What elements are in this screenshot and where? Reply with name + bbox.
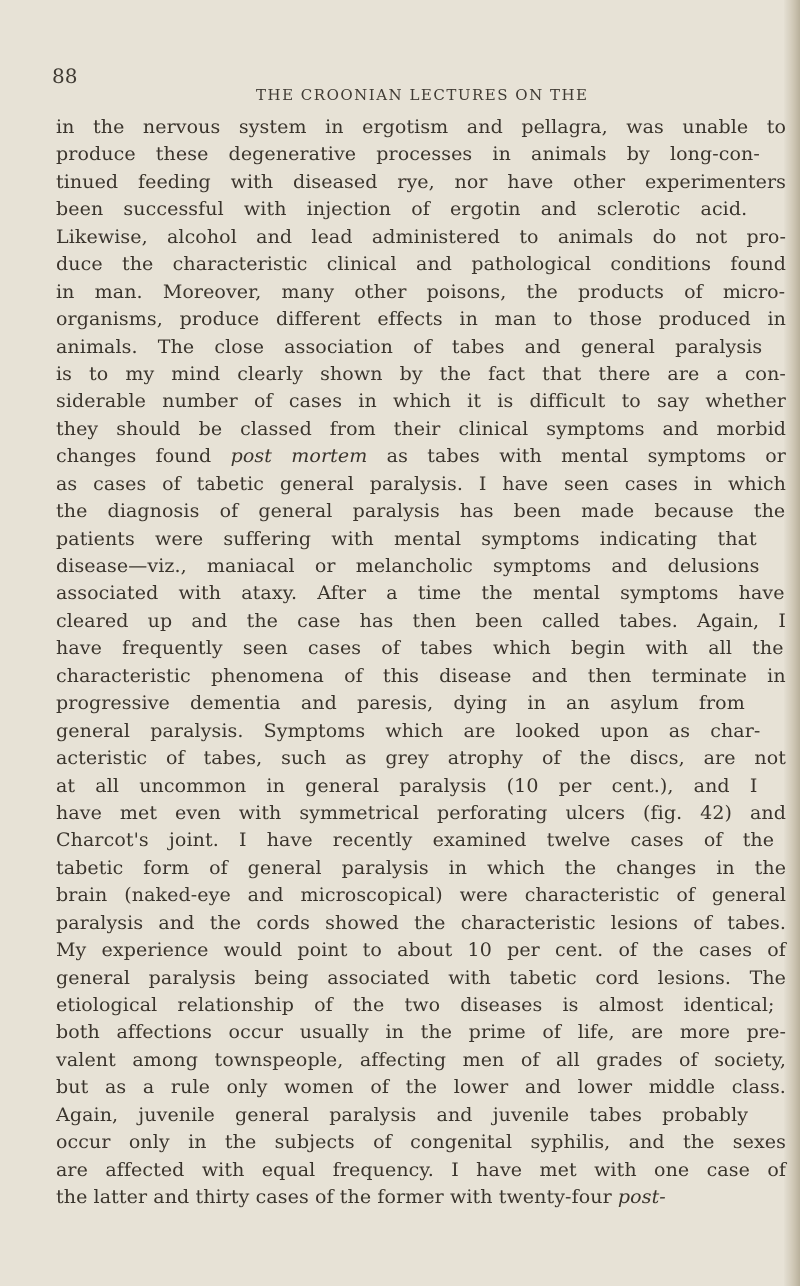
text-line: tinued feeding with diseased rye, nor have other experimenters	[56, 170, 787, 193]
italic-term: post mortem	[230, 445, 368, 468]
text-line: disease—viz., maniacal or melancholic symptoms and delusions	[56, 555, 760, 577]
text-line: general paralysis. Symptoms which are looked upon as char-	[56, 719, 761, 742]
text-line: organisms, produce different effects in man to those produced in	[56, 308, 786, 331]
text-line: is to my mind clearly shown by the fact that there are a con-	[56, 362, 786, 385]
text-line: are affected with equal frequency. I have met with one case of	[56, 1158, 787, 1181]
text-line: at all uncommon in general paralysis (10 per cent.), and I	[56, 774, 758, 797]
text-line: Charcot's joint. I have recently examined twelve cases of the	[56, 829, 775, 852]
text-line: associated with ataxy. After a time the mental symptoms have	[56, 582, 785, 605]
text-line	[56, 443, 786, 470]
text-line: both affections occur usually in the prime of life, are more pre-	[56, 1021, 786, 1044]
text-run: as tabes with mental symptoms or	[367, 445, 786, 468]
text-line: valent among townspeople, affecting men of all grades of society,	[56, 1048, 787, 1071]
text-line: cleared up and the case has then been called tabes. Again, I	[56, 609, 786, 632]
text-line: as cases of tabetic general paralysis. I have seen cases in which	[56, 472, 786, 495]
text-line: acteristic of tabes, such as grey atrophy of the discs, are not	[56, 747, 787, 770]
text-line: progressive dementia and paresis, dying in an asylum from	[56, 692, 745, 715]
page-edge-shadow	[784, 0, 800, 1286]
page-number: 88	[52, 64, 78, 88]
text-line: Likewise, alcohol and lead administered to animals do not pro-	[56, 225, 786, 248]
text-line: etiological relationship of the two diseases is almost identical;	[56, 994, 775, 1016]
text-line: Again, juvenile general paralysis and juvenile tabes probably	[56, 1103, 749, 1126]
text-line: My experience would point to about 10 per cent. of the cases of	[56, 939, 786, 962]
italic-term: post-	[617, 1186, 666, 1209]
text-line: brain (naked-eye and microscopical) were characteristic of general	[56, 884, 787, 907]
text-line: animals. The close association of tabes and general paralysis	[56, 335, 763, 358]
text-line: characteristic phenomena of this disease and then terminate in	[56, 664, 786, 687]
text-line: tabetic form of general paralysis in which the changes in the	[56, 856, 787, 879]
text-line: general paralysis being associated with tabetic cord lesions. The	[56, 966, 787, 989]
text-line: have frequently seen cases of tabes which begin with all the	[56, 637, 784, 660]
text-line: they should be classed from their clinical symptoms and morbid	[56, 417, 787, 440]
text-line: patients were suffering with mental symptoms indicating that	[56, 527, 757, 550]
text-line: have met even with symmetrical perforating ulcers (fig. 42) and	[56, 801, 787, 824]
running-head: THE CROONIAN LECTURES ON THE	[256, 86, 589, 104]
text-line: but as a rule only women of the lower and lower middle class.	[56, 1076, 786, 1099]
text-line: produce these degenerative processes in animals by long-con-	[56, 143, 760, 166]
text-line: paralysis and the cords showed the characteristic lesions of tabes.	[56, 911, 786, 934]
text-line: the diagnosis of general paralysis has been made because the	[56, 500, 786, 523]
text-line: occur only in the subjects of congenital syphilis, and the sexes	[56, 1131, 786, 1154]
text-line: in the nervous system in ergotism and pellagra, was unable to	[56, 116, 787, 138]
text-line: duce the characteristic clinical and pathological conditions found	[56, 253, 787, 276]
text-line: in man. Moreover, many other poisons, the products of micro-	[56, 280, 786, 303]
text-line: been successful with injection of ergotin and sclerotic acid.	[56, 198, 748, 221]
text-line: siderable number of cases in which it is difficult to say whether	[56, 390, 786, 413]
text-run: the latter and thirty cases of the former with twenty-four	[56, 1186, 618, 1209]
text-line	[56, 1184, 786, 1211]
text-run: changes found	[56, 445, 231, 468]
body-paragraph	[56, 114, 786, 1212]
